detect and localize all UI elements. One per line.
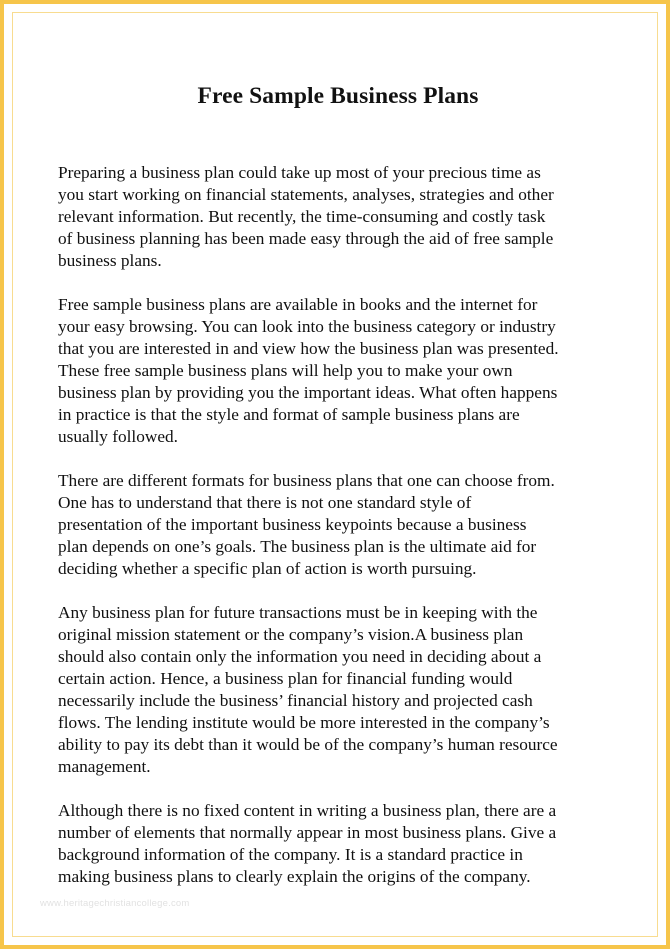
document-title: Free Sample Business Plans xyxy=(197,83,479,109)
document-page xyxy=(58,74,618,910)
paragraph-content: Although there is no fixed content in writing a business plan, there are a number of elements that normally appear in most business plans. Give a background information of the company. It is a standard practice in making business plans to clearly explain the origins of the company. xyxy=(58,801,557,886)
paragraph-intro: Preparing a business plan could take up most of your precious time as you start working on financial statements, analyses, strategies and other relevant information. But recently, the time-consuming and costly task of business planning has been made easy through the aid of free sample business plans. xyxy=(58,163,554,270)
watermark-text: www.heritagechristiancollege.com xyxy=(40,898,190,909)
paragraph-mission: Any business plan for future transactions must be in keeping with the original mission statement or the company’s vision.A business plan should also contain only the information you need in deciding about a certain action. Hence, a business plan for financial funding would necessarily include the business’ financial history and projected cash flows. The lending institute would be more interested in the company’s ability to pay its debt than it would be of the company’s human resource management. xyxy=(58,603,558,776)
paragraph-availability: Free sample business plans are available in books and the internet for your easy browsing. You can look into the business category or industry that you are interested in and view how the business plan was presented. These free sample business plans will help you to make your own business plan by providing you the important ideas. What often happens in practice is that the style and format of sample business plans are usually followed. xyxy=(58,295,559,446)
paragraph-formats: There are different formats for business plans that one can choose from. One has to understand that there is not one standard style of presentation of the important business keypoints because a business plan depends on one’s goals. The business plan is the ultimate aid for deciding whether a specific plan of action is worth pursuing. xyxy=(58,471,555,578)
